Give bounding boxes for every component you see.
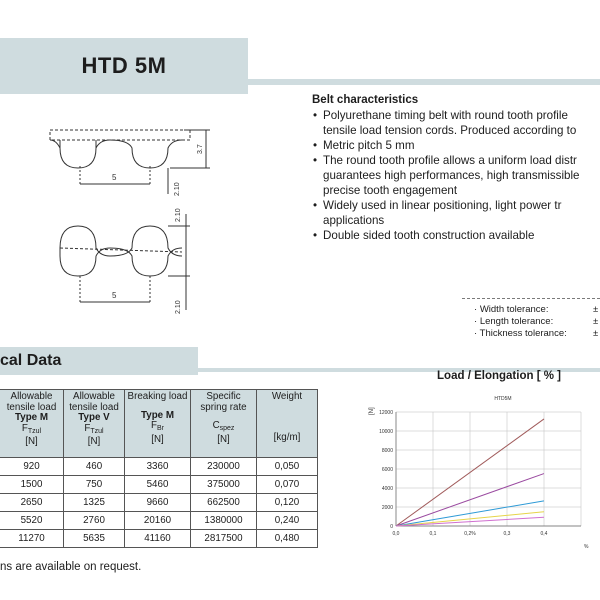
- tooth-2: [110, 140, 182, 168]
- list-item-line: • Polyurethane timing belt with round tooth profile: [323, 109, 568, 122]
- list-item: [312, 198, 600, 228]
- y-tick-label: 8000: [381, 447, 393, 454]
- table-cell: 375000: [191, 476, 257, 494]
- list-item-line: • Widely used in linear positioning, light power tr: [323, 199, 562, 212]
- table-cell: 0,240: [257, 512, 318, 530]
- header-spacer: [258, 403, 316, 433]
- double-sided-profile: [60, 214, 190, 310]
- header-symbol: [1, 424, 62, 438]
- header-symbol: [192, 421, 255, 435]
- dim-tooth-label: 2.10: [174, 182, 181, 196]
- belt-back-dashed: [50, 130, 190, 140]
- table-cell: 460: [64, 458, 125, 476]
- y-tick-label: 2000: [381, 504, 393, 511]
- table-cell: 0,120: [257, 494, 318, 512]
- upper-teeth: [60, 226, 182, 256]
- table-cell: 41160: [125, 530, 191, 548]
- tolerance-value: ±: [593, 316, 599, 327]
- technical-heading: cal Data: [0, 352, 62, 369]
- symbol: F: [151, 420, 157, 431]
- tolerance-length: · Length tolerance:: [474, 316, 554, 327]
- characteristics-heading: Belt characteristics: [312, 94, 419, 106]
- header-line: Allowable: [73, 391, 115, 402]
- column-header: [257, 390, 318, 458]
- table-cell: 1325: [64, 494, 125, 512]
- list-item-line: • The round tooth profile allows a uniform load distr: [323, 154, 577, 167]
- table-row: [0, 512, 318, 530]
- list-item-line: • Double sided tooth construction available: [323, 229, 535, 242]
- symbol: C: [212, 420, 220, 431]
- symbol-sub: Tzul: [90, 427, 104, 435]
- list-item-line: • Metric pitch 5 mm: [323, 139, 415, 152]
- x-tick-label: 0,0: [392, 531, 400, 537]
- y-tick-label: 4000: [381, 485, 393, 492]
- table-cell: 5460: [125, 476, 191, 494]
- column-header: [64, 390, 125, 458]
- dim-pitch-label-b: 5: [112, 291, 117, 300]
- characteristics-list: [312, 108, 600, 243]
- table-row: [0, 530, 318, 548]
- tolerance-value: ±: [593, 304, 599, 315]
- y-tick-label: 12000: [379, 409, 393, 416]
- lower-teeth: [60, 248, 182, 276]
- header-line: Specific: [206, 391, 241, 402]
- header-type: Type M: [140, 409, 175, 421]
- table-row: [0, 494, 318, 512]
- table-cell: 0,050: [257, 458, 318, 476]
- table-cell: 1380000: [191, 512, 257, 530]
- tolerance-divider: [462, 298, 600, 300]
- table-cell: 230000: [191, 458, 257, 476]
- list-item: [312, 228, 600, 243]
- list-item: [312, 108, 600, 138]
- table-cell: 2650: [0, 494, 64, 512]
- table-cell: 5520: [0, 512, 64, 530]
- header-spacer: [192, 413, 255, 421]
- symbol-sub: spez: [219, 425, 235, 432]
- symbol: F: [84, 422, 91, 434]
- table-cell: 20160: [125, 512, 191, 530]
- column-header: [125, 390, 191, 458]
- y-tick-label: 6000: [381, 466, 393, 473]
- list-item: [312, 153, 600, 198]
- tolerance-value: ±: [593, 328, 599, 339]
- x-tick-label: 0,4: [540, 531, 548, 537]
- header-unit: [N]: [217, 433, 230, 445]
- availability-note: ns are available on request.: [0, 561, 142, 573]
- list-item-line: guarantees high performances, high transmissible: [323, 169, 580, 182]
- dim-height-label: 3.7: [197, 144, 204, 154]
- y-tick-label: 0: [390, 523, 393, 530]
- table-cell: 920: [0, 458, 64, 476]
- table-cell: 2817500: [191, 530, 257, 548]
- dim-tooth-label-b2: 2.10: [175, 300, 182, 314]
- symbol: F: [21, 422, 28, 434]
- header-line: tensile load: [69, 401, 119, 413]
- header-line: tensile load: [6, 401, 57, 413]
- header-line: spring rate: [200, 401, 247, 413]
- y-tick-label: 10000: [379, 428, 393, 435]
- belt-profile-drawing: [40, 118, 220, 318]
- page-title: HTD 5M: [81, 53, 167, 78]
- list-item-line: tensile load tension cords. Produced according to: [323, 124, 577, 137]
- table-cell: 3360: [125, 458, 191, 476]
- tolerance-thickness: · Thickness tolerance:: [474, 328, 567, 339]
- tolerance-width: · Width tolerance:: [474, 304, 549, 315]
- load-elongation-chart: [356, 388, 600, 556]
- header-line: Allowable: [10, 391, 53, 402]
- chart-subtitle: HTD5M: [494, 396, 512, 402]
- single-sided-profile: [50, 130, 210, 194]
- tooth-1: [50, 140, 110, 168]
- header-type: Type V: [78, 412, 110, 423]
- table-cell: 5635: [64, 530, 125, 548]
- chart-xlabel: %: [584, 544, 589, 550]
- header-line: Weight: [271, 391, 303, 402]
- tolerance-label: Length tolerance:: [479, 316, 554, 327]
- table-row: [0, 458, 318, 476]
- chart-ylabel: [N]: [369, 407, 375, 415]
- table-cell: 2760: [64, 512, 125, 530]
- header-unit: [N]: [151, 433, 164, 445]
- table-cell: 1500: [0, 476, 64, 494]
- title-rule: [248, 79, 600, 85]
- table-cell: 0,480: [257, 530, 318, 548]
- technical-table: [0, 389, 318, 548]
- table-cell: 0,070: [257, 476, 318, 494]
- x-tick-label: 0,2%: [464, 531, 476, 537]
- list-item-line: applications: [323, 214, 385, 227]
- dim-pitch-label: 5: [112, 173, 117, 182]
- header-symbol: [126, 421, 189, 435]
- table-cell: 750: [64, 476, 125, 494]
- tolerance-label: Thickness tolerance:: [479, 328, 567, 339]
- column-header: [191, 390, 257, 458]
- tolerance-label: Width tolerance:: [479, 304, 549, 315]
- header-line: Breaking load: [127, 391, 188, 402]
- table-row: [0, 476, 318, 494]
- symbol-sub: Tzul: [27, 427, 42, 435]
- header-unit: [N]: [25, 436, 38, 447]
- list-item: [312, 138, 600, 153]
- chart-title: Load / Elongation [ % ]: [437, 370, 561, 382]
- table-cell: 9660: [125, 494, 191, 512]
- header-type: Type M: [14, 412, 49, 423]
- table-cell: 11270: [0, 530, 64, 548]
- x-tick-label: 0,3: [503, 531, 511, 537]
- x-tick-label: 0,1: [429, 531, 437, 537]
- header-unit: [kg/m]: [273, 431, 301, 443]
- table-header-row: [0, 390, 318, 458]
- dim-tooth-label-b1: 2.10: [175, 208, 182, 222]
- header-unit: [N]: [87, 436, 101, 447]
- header-symbol: [65, 424, 123, 438]
- table-cell: 662500: [191, 494, 257, 512]
- symbol-sub: Br: [156, 425, 164, 432]
- column-header: [0, 390, 64, 458]
- list-item-line: precise tooth engagement: [323, 184, 458, 197]
